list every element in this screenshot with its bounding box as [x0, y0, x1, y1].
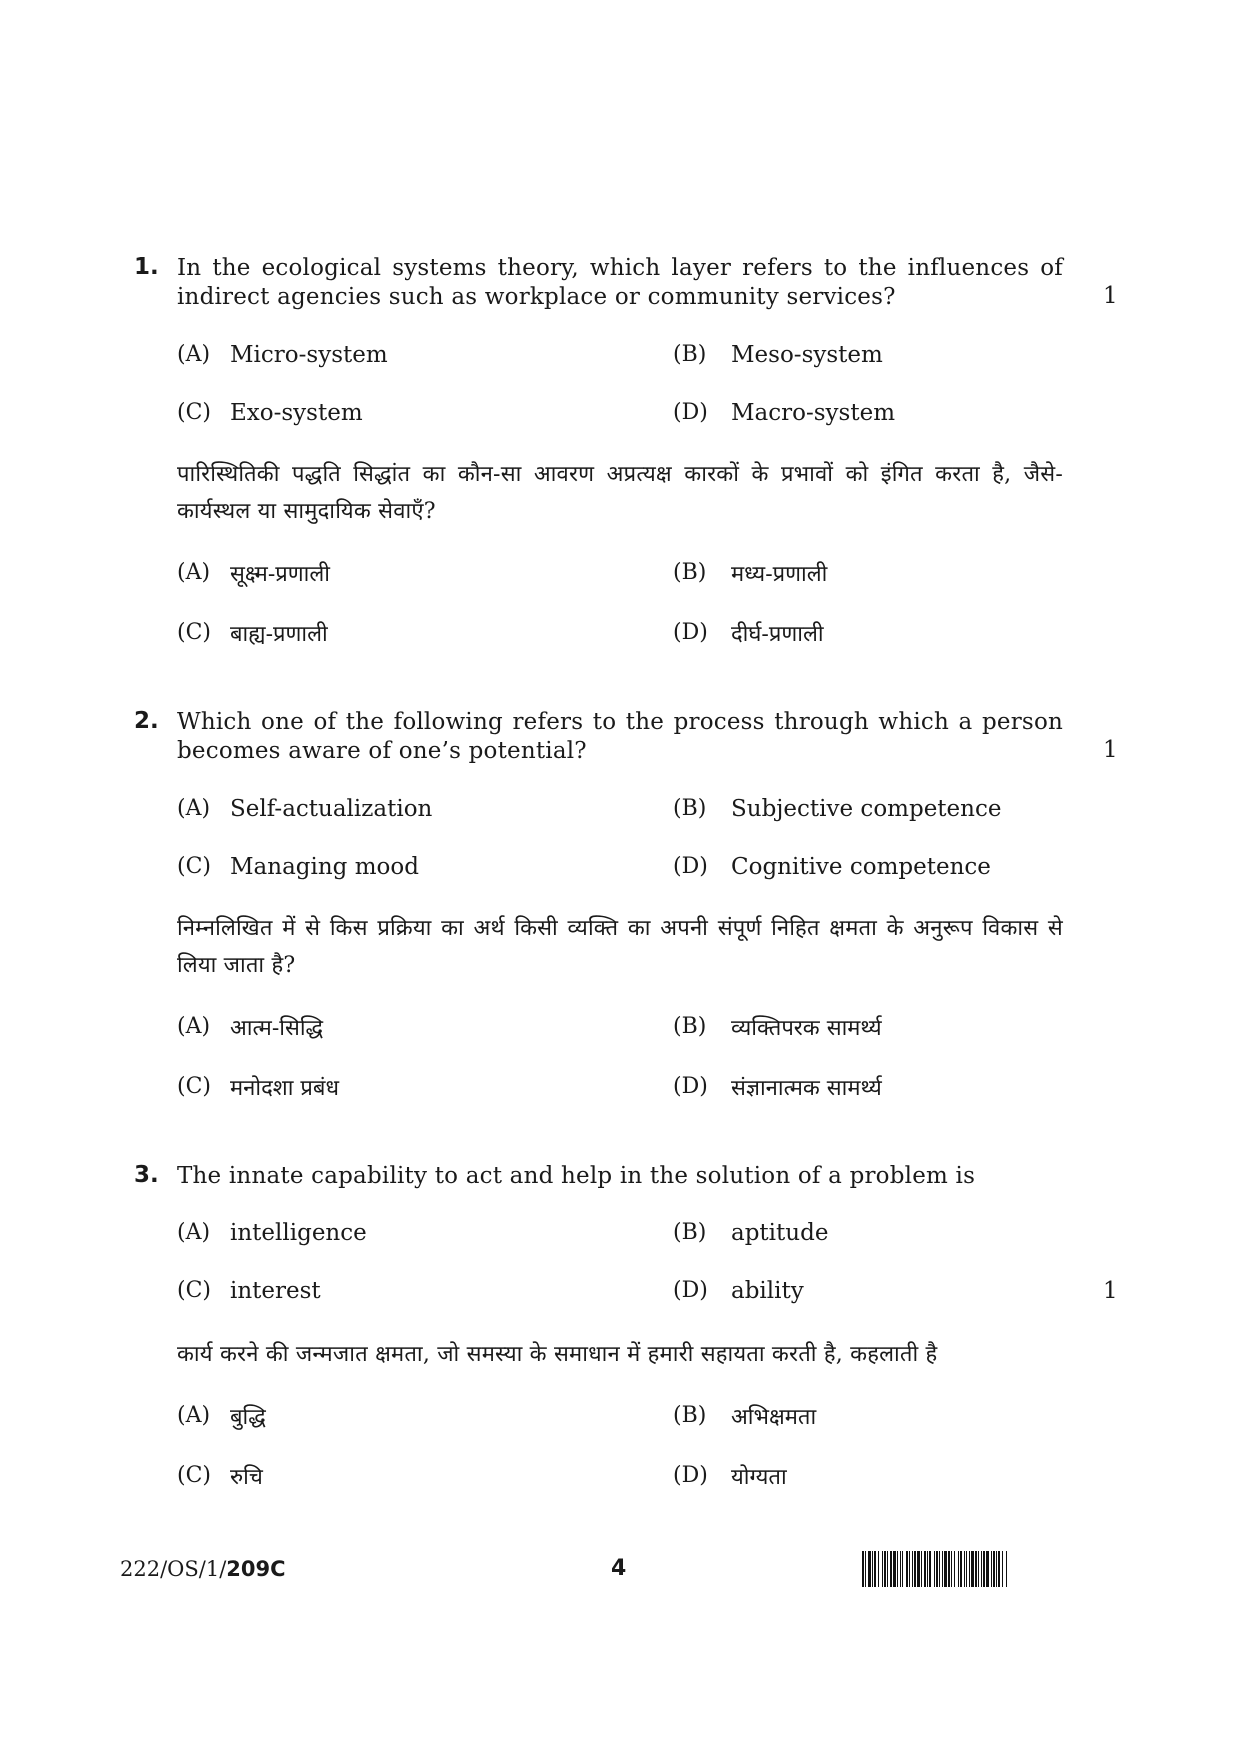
q1-en-option-d-letter: (D) [673, 400, 708, 425]
question-1-number: 1. [134, 254, 159, 280]
q1-en-option-b-text: Meso-system [731, 342, 883, 368]
q1-hi-option-c-text: बाह्य-प्रणाली [230, 622, 328, 647]
q2-en-option-a-letter: (A) [177, 796, 211, 821]
q3-hi-option-a-text: बुद्धि [230, 1405, 266, 1430]
q2-hi-option-b-letter: (B) [673, 1014, 707, 1039]
q3-en-option-c-text: interest [230, 1278, 321, 1304]
q3-en-option-d-text: ability [731, 1278, 804, 1304]
q3-en-option-b-letter: (B) [673, 1220, 707, 1245]
q1-en-option-a-text: Micro-system [230, 342, 388, 368]
page-number: 4 [611, 1556, 627, 1581]
q2-hi-option-d-letter: (D) [673, 1074, 708, 1099]
q3-en-option-a-letter: (A) [177, 1220, 211, 1245]
q3-hi-option-d-letter: (D) [673, 1463, 708, 1488]
q1-en-option-d-text: Macro-system [731, 400, 896, 426]
q3-hi-option-a-letter: (A) [177, 1403, 211, 1428]
q1-en-option-a-letter: (A) [177, 342, 211, 367]
q2-en-option-c-text: Managing mood [230, 854, 419, 880]
barcode-bar [1007, 1551, 1008, 1587]
question-1-hindi-text: पारिस्थितिकी पद्धति सिद्धांत का कौन-सा आवरण अप्रत्यक्ष कारकों के प्रभावों को इंगित करता है, जैसे- कार्यस्थल या सामुदायिक सेवाएँ? [177, 462, 1063, 524]
question-2-english-text: Which one of the following refers to the process through which a person becomes aware of one’s potential? [177, 709, 1063, 764]
q1-hi-option-a-letter: (A) [177, 560, 211, 585]
question-1-marks: 1 [1103, 283, 1118, 309]
q1-hi-option-a-text: सूक्ष्म-प्रणाली [230, 562, 330, 587]
paper-code-bold: 209C [226, 1557, 286, 1581]
q3-en-option-c-letter: (C) [177, 1278, 211, 1303]
question-3-marks: 1 [1103, 1278, 1118, 1304]
q3-hi-option-b-letter: (B) [673, 1403, 707, 1428]
q3-hi-option-d-text: योग्यता [731, 1465, 787, 1490]
q1-hi-option-c-letter: (C) [177, 620, 211, 645]
q3-hi-option-b-text: अभिक्षमता [731, 1405, 817, 1430]
paper-code-prefix: 222/OS/1/ [120, 1557, 227, 1581]
q1-en-option-c-text: Exo-system [230, 400, 363, 426]
q2-en-option-d-letter: (D) [673, 854, 708, 879]
question-3-number: 3. [134, 1162, 159, 1188]
q1-en-option-c-letter: (C) [177, 400, 211, 425]
question-1-english-text: In the ecological systems theory, which layer refers to the influences of indirect agencies such as workplace or community services? [177, 255, 1063, 310]
q2-hi-option-d-text: संज्ञानात्मक सामर्थ्य [731, 1076, 882, 1101]
question-3-english-text: The innate capability to act and help in the solution of a problem is [177, 1163, 976, 1189]
barcode [862, 1551, 1124, 1587]
q2-en-option-b-letter: (B) [673, 796, 707, 821]
q1-en-option-b-letter: (B) [673, 342, 707, 367]
q2-en-option-c-letter: (C) [177, 854, 211, 879]
question-2-marks: 1 [1103, 737, 1118, 763]
q3-en-option-a-text: intelligence [230, 1220, 367, 1246]
question-2-number: 2. [134, 708, 159, 734]
q2-en-option-b-text: Subjective competence [731, 796, 1002, 822]
q3-en-option-b-text: aptitude [731, 1220, 829, 1246]
q2-hi-option-a-letter: (A) [177, 1014, 211, 1039]
q1-hi-option-b-text: मध्य-प्रणाली [731, 562, 828, 587]
q2-hi-option-a-text: आत्म-सिद्धि [230, 1016, 324, 1041]
q2-en-option-d-text: Cognitive competence [731, 854, 991, 880]
paper-code [120, 1557, 286, 1581]
q3-hi-option-c-letter: (C) [177, 1463, 211, 1488]
question-3-hindi-text: कार्य करने की जन्मजात क्षमता, जो समस्या के समाधान में हमारी सहायता करती है, कहलाती है [177, 1342, 938, 1367]
question-2-hindi-text: निम्नलिखित में से किस प्रक्रिया का अर्थ किसी व्यक्ति का अपनी संपूर्ण निहित क्षमता के अनुरूप विकास से लिया जाता है? [177, 916, 1063, 978]
q1-hi-option-d-text: दीर्घ-प्रणाली [731, 622, 824, 647]
q2-hi-option-c-text: मनोदशा प्रबंध [230, 1076, 340, 1101]
q3-hi-option-c-text: रुचि [230, 1465, 263, 1490]
q2-hi-option-c-letter: (C) [177, 1074, 211, 1099]
q3-en-option-d-letter: (D) [673, 1278, 708, 1303]
q1-hi-option-d-letter: (D) [673, 620, 708, 645]
q2-hi-option-b-text: व्यक्तिपरक सामर्थ्य [731, 1016, 882, 1041]
q2-en-option-a-text: Self-actualization [230, 796, 433, 822]
q1-hi-option-b-letter: (B) [673, 560, 707, 585]
